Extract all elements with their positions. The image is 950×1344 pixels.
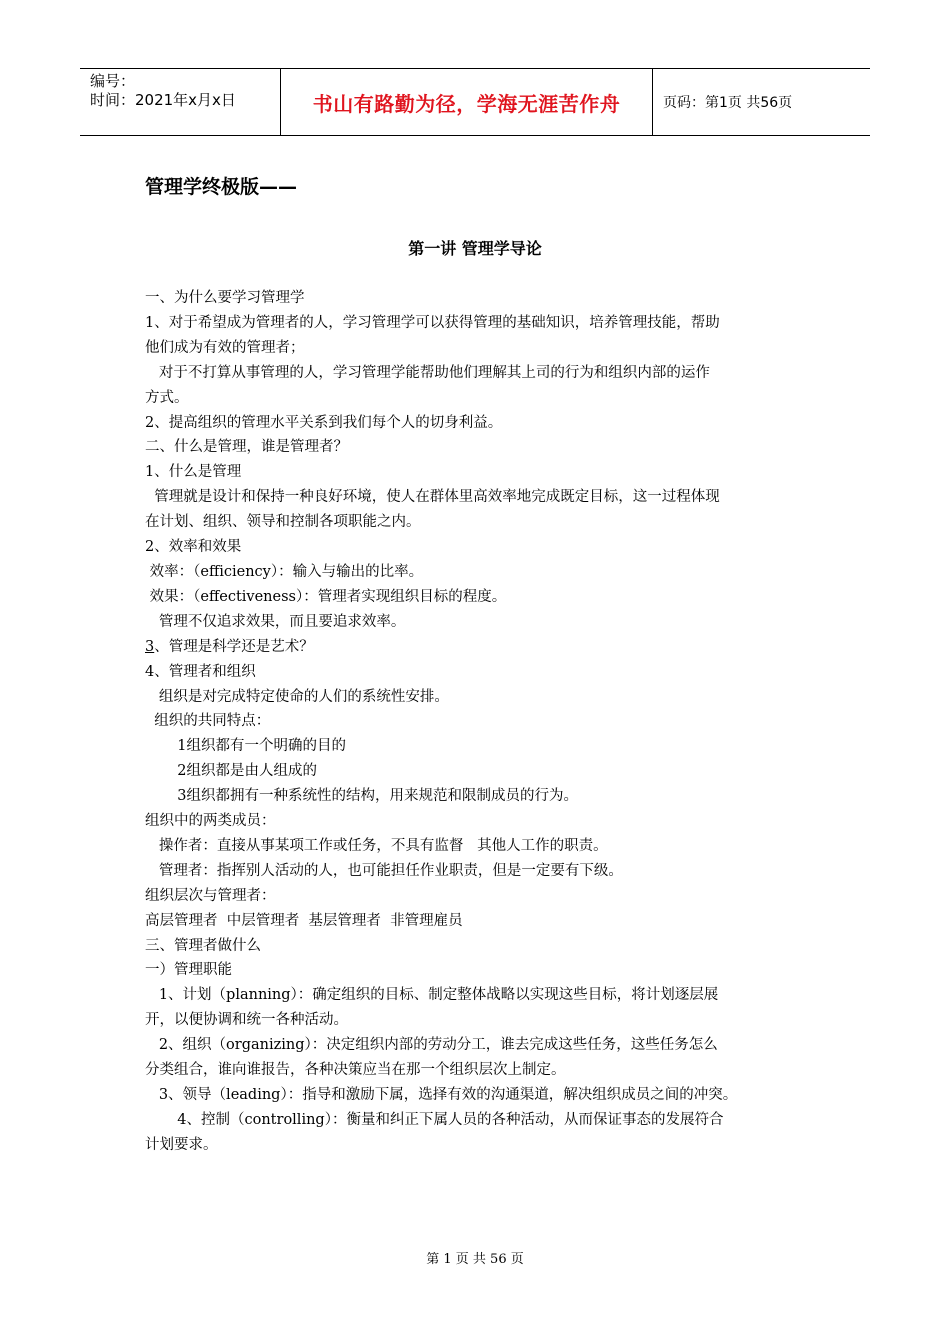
- text-line: 组织层次与管理者：: [145, 887, 276, 904]
- text-line-3-rest: 、管理是科学还是艺术？: [154, 638, 314, 655]
- number-label: 编号：: [90, 72, 136, 90]
- text-line: 开，以便协调和统一各种活动。: [145, 1012, 348, 1029]
- text-line: 效果：（effectiveness）：管理者实现组织目标的程度。: [145, 588, 507, 605]
- page-header: [80, 68, 870, 136]
- text-line: 管理就是设计和保持一种良好环境，使人在群体里高效率地完成既定目标，这一过程体现: [145, 489, 720, 506]
- text-line: 三、管理者做什么: [145, 937, 261, 954]
- text-line: 1组织都有一个明确的目的: [145, 738, 346, 755]
- text-line: 2组织都是由人组成的: [145, 763, 317, 780]
- text-line: 对于不打算从事管理的人，学习管理学能帮助他们理解其上司的行为和组织内部的运作: [145, 364, 710, 381]
- document-title: 管理学终极版——: [145, 176, 298, 198]
- text-line: 2、效率和效果: [145, 539, 242, 556]
- text-line: 管理不仅追求效果，而且要追求效率。: [145, 613, 406, 630]
- text-line: 操作者：直接从事某项工作或任务，不具有监督 其他人工作的职责。: [145, 837, 608, 854]
- text-line: 组织的共同特点：: [145, 713, 271, 730]
- text-line: 他们成为有效的管理者；: [145, 339, 305, 356]
- text-line: 在计划、组织、领导和控制各项职能之内。: [145, 514, 421, 531]
- header-meta-cell: [80, 69, 281, 135]
- body-text: [145, 286, 815, 1158]
- time-label: 时间：2021年x月x日: [90, 91, 236, 109]
- text-line: 组织中的两类成员：: [145, 813, 276, 830]
- header-motto-cell: [281, 69, 653, 135]
- text-line: 3、领导（leading）：指导和激励下属，选择有效的沟通渠道，解决组织成员之间的冲突。: [145, 1087, 738, 1103]
- text-line: 1、计划（planning）：确定组织的目标、制定整体战略以实现这些目标，将计划逐层展: [145, 987, 719, 1004]
- header-page-cell: [653, 69, 870, 135]
- page-footer: 第 1 页 共 56 页: [426, 1252, 524, 1267]
- text-line: 4、管理者和组织: [145, 663, 256, 680]
- page-info: 页码：第1页 共56页: [663, 95, 793, 111]
- text-line: 计划要求。: [145, 1136, 218, 1153]
- text-line: 高层管理者 中层管理者 基层管理者 非管理雇员: [145, 912, 463, 929]
- text-line: 二、什么是管理，谁是管理者？: [145, 439, 348, 456]
- text-line: 1、什么是管理: [145, 464, 242, 481]
- text-line: 1、对于希望成为管理者的人，学习管理学可以获得管理的基础知识，培养管理技能，帮助: [145, 314, 720, 331]
- text-line: 2、组织（organizing）：决定组织内部的劳动分工，谁去完成这些任务，这些任务怎么: [145, 1037, 718, 1054]
- text-line: 3组织都拥有一种系统性的结构，用来规范和限制成员的行为。: [145, 788, 578, 805]
- text-line: 组织是对完成特定使命的人们的系统性安排。: [145, 688, 449, 705]
- text-line: 方式。: [145, 389, 189, 406]
- lecture-title: 第一讲 管理学导论: [408, 239, 542, 258]
- text-line: 一）管理职能: [145, 962, 232, 979]
- text-line: 分类组合，谁向谁报告，各种决策应当在那一个组织层次上制定。: [145, 1062, 566, 1079]
- text-line: 4、控制（controlling）：衡量和纠正下属人员的各种活动，从而保证事态的发展符合: [145, 1111, 724, 1128]
- text-line: 一、为什么要学习管理学: [145, 290, 305, 306]
- text-line-3: [145, 635, 815, 660]
- motto-text: 书山有路勤为径，学海无涯苦作舟: [312, 91, 621, 116]
- underlined-number: 3: [145, 638, 155, 655]
- text-line: 效率：（efficiency）：输入与输出的比率。: [145, 563, 424, 580]
- text-line: 2、提高组织的管理水平关系到我们每个人的切身利益。: [145, 414, 503, 431]
- text-line: 管理者：指挥别人活动的人，也可能担任作业职责，但是一定要有下级。: [145, 862, 623, 879]
